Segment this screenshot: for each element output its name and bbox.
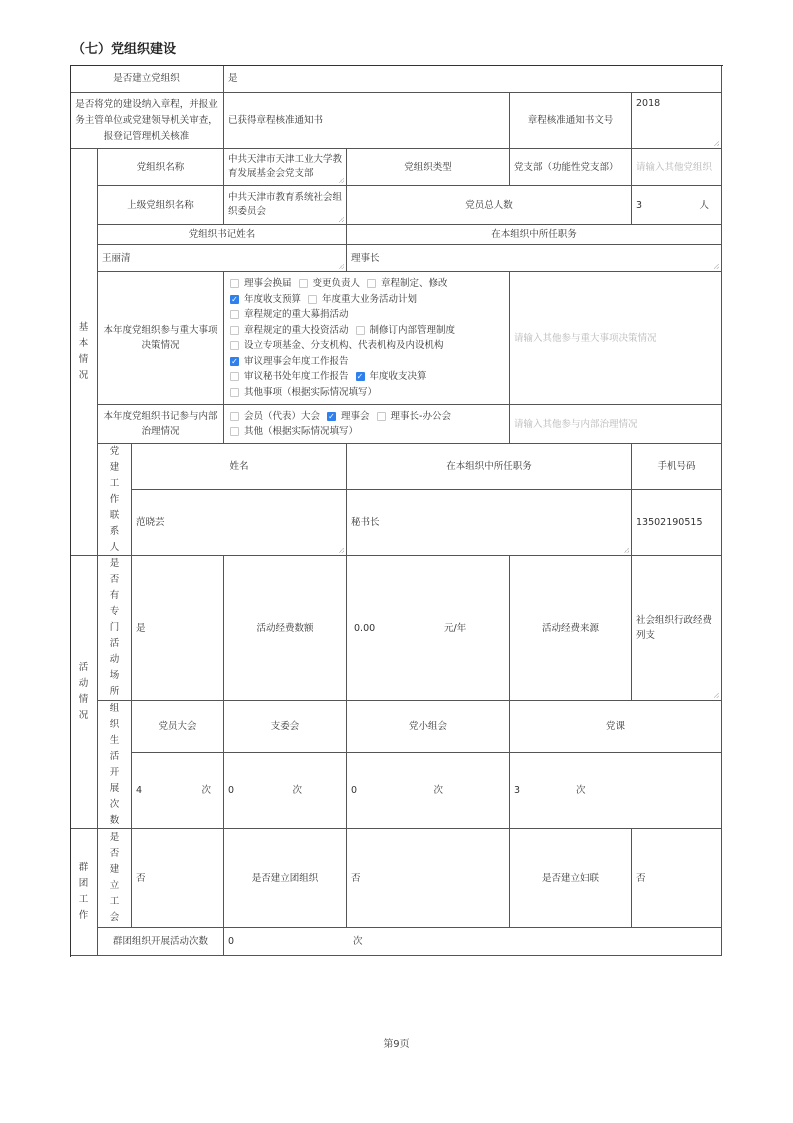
label-char: 系	[109, 525, 120, 537]
option-label: 章程制定、修改	[381, 278, 448, 289]
checkbox-checked-icon[interactable]: ✓	[231, 294, 238, 304]
checkbox-icon[interactable]	[299, 279, 308, 288]
mass-activity-count-label: 群团组织开展活动次数	[98, 928, 224, 956]
contact-post-header: 在本组织中所任职务	[347, 444, 632, 490]
option-label: 年度收支预算	[244, 293, 302, 305]
charter-doc-number-label: 章程核准通知书文号	[510, 93, 632, 149]
checkbox-icon[interactable]	[356, 326, 365, 335]
label-char: 场	[109, 670, 120, 681]
funds-unit: 元/年	[444, 622, 467, 634]
option-label: 理事会换届	[244, 278, 292, 289]
checkbox-icon[interactable]	[230, 341, 239, 350]
option-label: 会员（代表）大会	[244, 410, 321, 422]
decision-option-10[interactable]	[230, 369, 349, 385]
women-federation-value[interactable]: 否	[632, 829, 722, 928]
checkbox-icon[interactable]	[230, 412, 239, 421]
group-char: 团	[78, 878, 89, 889]
decision-option-11[interactable]	[356, 369, 427, 385]
label-char: 织	[109, 718, 120, 730]
basic-info-group-label	[70, 149, 98, 556]
label-char: 工	[109, 896, 120, 907]
label-char: 人	[109, 541, 120, 553]
has-party-org-value[interactable]: 是	[224, 65, 722, 93]
checkbox-icon[interactable]	[230, 326, 239, 335]
group-char: 况	[78, 710, 89, 721]
page-number: 第9页	[383, 1039, 410, 1050]
label-char: 活	[109, 638, 120, 649]
life-count-general-meeting	[132, 753, 224, 829]
funds-input[interactable]: 0.00	[354, 622, 376, 634]
label-char: 门	[109, 622, 120, 633]
org-life-label	[98, 701, 132, 829]
has-party-org-label: 是否建立党组织	[70, 65, 224, 93]
group-char: 本	[78, 338, 89, 349]
mass-activity-count-field	[224, 928, 722, 956]
checkbox-icon[interactable]	[230, 279, 239, 288]
option-label: 审议秘书处年度工作报告	[244, 371, 349, 382]
decision-option-8[interactable]	[230, 338, 444, 354]
option-label: 设立专项基金、分支机构、代表机构及内设机构	[244, 340, 444, 351]
label-char: 活	[109, 750, 120, 762]
label-char: 工	[109, 477, 120, 489]
member-count-field	[632, 186, 722, 225]
charter-doc-number-input[interactable]: 2018	[632, 93, 722, 149]
life-count-party-class	[510, 753, 722, 829]
label-char: 否	[109, 848, 120, 859]
governance-label: 本年度党组织书记参与内部治理情况	[98, 405, 224, 444]
label-char: 生	[109, 734, 120, 746]
union-value[interactable]: 否	[132, 829, 224, 928]
member-count-label: 党员总人数	[347, 186, 632, 225]
funds-label: 活动经费数额	[224, 556, 347, 701]
governance-option-1[interactable]	[327, 409, 370, 425]
decision-checkbox-group	[224, 272, 510, 405]
count-unit: 次	[201, 785, 211, 796]
checkbox-icon[interactable]	[230, 372, 239, 381]
parent-org-input[interactable]: 中共天津市教育系统社会组织委员会	[224, 186, 347, 225]
label-char: 作	[109, 493, 120, 505]
party-org-table	[70, 65, 722, 956]
mass-activity-count-unit: 次	[353, 936, 363, 947]
label-char: 是	[109, 558, 120, 569]
venue-label	[98, 556, 132, 701]
option-label: 章程规定的重大投资活动	[244, 324, 349, 336]
count-unit: 次	[433, 785, 443, 796]
label-char: 立	[109, 880, 120, 891]
checkbox-icon[interactable]	[230, 310, 239, 319]
label-char: 专	[109, 606, 120, 617]
group-char: 群	[78, 862, 89, 873]
checkbox-checked-icon[interactable]: ✓	[356, 372, 364, 382]
governance-option-3[interactable]	[230, 424, 358, 440]
youth-league-value[interactable]: 否	[347, 829, 510, 928]
contact-name-input[interactable]: 范晓芸	[132, 490, 347, 556]
count-unit: 次	[292, 785, 302, 796]
option-label: 年度收支决算	[369, 371, 427, 382]
funds-source-label: 活动经费来源	[510, 556, 632, 701]
funds-field	[347, 556, 510, 701]
decision-option-4[interactable]	[308, 292, 417, 308]
governance-option-2[interactable]	[377, 409, 451, 425]
life-count-committee	[224, 753, 347, 829]
option-label: 理事长-办公会	[390, 410, 451, 422]
life-count-group-meeting	[347, 753, 510, 829]
option-label: 章程规定的重大募捐活动	[244, 309, 349, 320]
group-char: 活	[78, 662, 89, 673]
label-char: 否	[109, 574, 120, 585]
label-char: 会	[109, 912, 120, 923]
option-label: 理事会	[341, 410, 370, 422]
label-char: 是	[109, 832, 120, 843]
contact-post-input[interactable]: 秘书长	[347, 490, 632, 556]
label-char: 次	[109, 798, 120, 810]
label-char: 组	[109, 702, 120, 714]
label-char: 联	[109, 509, 120, 521]
governance-checkbox-group	[224, 405, 510, 444]
secretary-post-input[interactable]: 理事长	[347, 245, 722, 272]
count-input[interactable]: 0	[228, 785, 235, 796]
charter-inclusion-value[interactable]: 已获得章程核准通知书	[224, 93, 510, 149]
option-label: 制修订内部管理制度	[369, 324, 456, 336]
checkbox-icon[interactable]	[230, 388, 239, 397]
option-label: 年度重大业务活动计划	[322, 293, 418, 305]
group-char: 工	[78, 894, 89, 905]
charter-inclusion-label: 是否将党的建设纳入章程，并报业务主管单位或党建领导机关审查，报登记管理机关核准	[70, 93, 224, 149]
option-label: 其他（根据实际情况填写）	[244, 426, 359, 437]
group-char: 情	[78, 694, 89, 705]
life-header-party-class: 党课	[510, 701, 722, 753]
group-char: 况	[78, 370, 89, 381]
decision-option-3[interactable]	[230, 292, 301, 308]
funds-source-input[interactable]: 社会组织行政经费列支	[632, 556, 722, 701]
member-count-input[interactable]: 3	[636, 199, 643, 211]
secretary-post-header: 在本组织中所任职务	[347, 225, 722, 245]
count-input[interactable]: 3	[514, 785, 521, 796]
member-count-unit: 人	[699, 199, 709, 211]
checkbox-icon[interactable]	[367, 279, 376, 288]
checkbox-icon[interactable]	[308, 295, 317, 304]
governance-other-input[interactable]: 请输入其他参与内部治理情况	[510, 405, 722, 444]
decision-option-1[interactable]	[299, 276, 361, 292]
mass-activity-count-input[interactable]: 0	[228, 936, 235, 947]
governance-option-0[interactable]	[230, 409, 320, 425]
decision-other-input[interactable]: 请输入其他参与重大事项决策情况	[510, 272, 722, 405]
group-char: 基	[78, 322, 89, 333]
org-type-label: 党组织类型	[347, 149, 510, 186]
label-char: 动	[109, 654, 120, 665]
checkbox-checked-icon[interactable]: ✓	[328, 411, 335, 421]
decision-option-7[interactable]	[356, 323, 456, 339]
label-char: 建	[109, 864, 120, 875]
option-label: 审议理事会年度工作报告	[244, 355, 349, 367]
venue-value[interactable]: 是	[132, 556, 224, 701]
group-char: 作	[78, 910, 89, 921]
decision-option-2[interactable]	[367, 276, 448, 292]
org-name-input[interactable]: 中共天津市天津工业大学教育发展基金会党支部	[224, 149, 347, 186]
contact-phone-input[interactable]: 13502190515	[632, 490, 722, 556]
life-header-committee: 支委会	[224, 701, 347, 753]
life-header-group-meeting: 党小组会	[347, 701, 510, 753]
secretary-name-header: 党组织书记姓名	[98, 225, 347, 245]
decision-option-9[interactable]	[230, 354, 349, 370]
decision-option-6[interactable]	[230, 323, 349, 339]
count-unit: 次	[576, 785, 586, 796]
group-char: 情	[78, 354, 89, 365]
label-char: 展	[109, 782, 120, 794]
life-header-general-meeting: 党员大会	[132, 701, 224, 753]
group-char: 动	[78, 678, 89, 689]
contact-person-label	[98, 444, 132, 556]
option-label: 其他事项（根据实际情况填写）	[244, 386, 378, 398]
checkbox-icon[interactable]	[230, 427, 239, 436]
label-char: 数	[109, 814, 120, 826]
contact-name-header: 姓名	[132, 444, 347, 490]
parent-org-label: 上级党组织名称	[98, 186, 224, 225]
checkbox-icon[interactable]	[377, 412, 386, 421]
org-name-label: 党组织名称	[98, 149, 224, 186]
section-title: （七）党组织建设	[72, 42, 177, 57]
org-type-select[interactable]: 党支部（功能性党支部）	[510, 149, 632, 186]
activity-group-label	[70, 556, 98, 829]
decision-option-5[interactable]	[230, 307, 349, 323]
contact-phone-header: 手机号码	[632, 444, 722, 490]
youth-league-label: 是否建立团组织	[224, 829, 347, 928]
decision-label: 本年度党组织参与重大事项决策情况	[98, 272, 224, 405]
decision-option-0[interactable]	[230, 276, 292, 292]
label-char: 开	[109, 766, 120, 778]
mass-org-group-label	[70, 829, 98, 956]
women-federation-label: 是否建立妇联	[510, 829, 632, 928]
union-label	[98, 829, 132, 928]
label-char: 所	[109, 686, 120, 697]
decision-option-12[interactable]	[230, 385, 377, 401]
label-char: 党	[109, 445, 120, 457]
count-input[interactable]: 0	[351, 785, 358, 796]
option-label: 变更负责人	[312, 278, 361, 289]
secretary-name-input[interactable]: 王丽清	[98, 245, 347, 272]
label-char: 建	[109, 461, 120, 473]
label-char: 有	[109, 590, 120, 601]
org-type-other-input[interactable]: 请输入其他党组织	[632, 149, 722, 186]
checkbox-checked-icon[interactable]: ✓	[231, 356, 238, 366]
count-input[interactable]: 4	[136, 785, 143, 796]
